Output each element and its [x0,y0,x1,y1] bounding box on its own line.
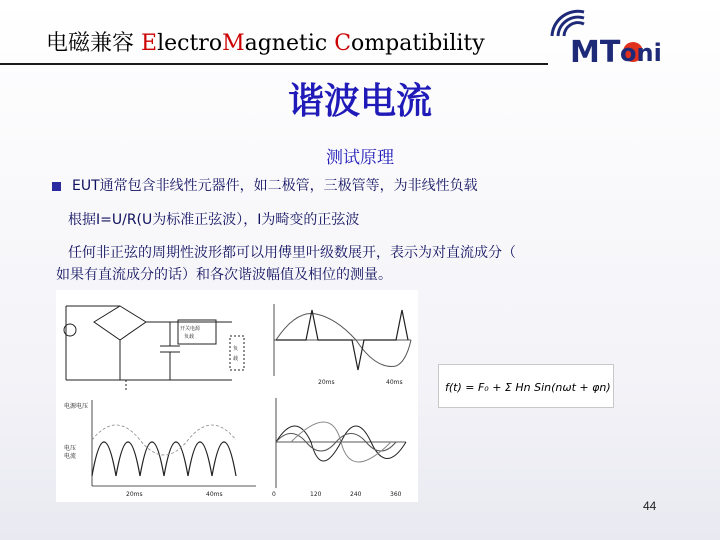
left-x2: 40ms [206,491,223,498]
logo-arc-3 [564,23,584,36]
header-e: E [141,31,158,56]
wave-bot-tick-0: 0 [272,491,276,498]
header-c-rest: ompatibility [351,31,485,56]
formula-text: f(t) = F₀ + Σ Hn Sin(nωt + φn) [445,381,611,394]
header-title [46,30,485,58]
header-rule [0,63,548,65]
header-m: M [222,31,245,56]
header-c: C [334,31,352,56]
load-label-1: 负 [233,346,239,352]
left-x1: 20ms [126,491,143,498]
mtoni-logo [544,6,674,72]
circuit-label-1: 开关电源 [180,326,201,332]
slide-subtitle: 测试原理 [326,148,394,168]
page-number: 44 [643,499,657,513]
logo-arc-2 [558,17,584,36]
header-m-rest: agnetic [244,31,335,56]
left-label-2a: 电压 [64,445,77,452]
bullet-line-2: 根据I=U/R(U为标准正弦波），I为畸变的正弦波 [68,212,360,228]
wave-bot-tick-3: 360 [390,491,402,498]
figure-background [56,290,418,502]
header-cn: 电磁兼容 [46,31,135,56]
logo-mt: MT [570,35,621,70]
harmonic-figure [56,290,418,502]
circuit-label-2: 负载 [184,334,195,340]
slide-title: 谐波电流 [287,81,432,122]
header-e-rest: lectro [157,31,223,56]
logo-oni: oni [620,39,662,67]
bullet-square-icon [52,182,61,191]
bullet-line-3: 任何非正弦的周期性波形都可以用傅里叶级数展开，表示为对直流成分（ [68,245,516,261]
wave-top-x2: 40ms [386,379,403,386]
wave-top-x1: 20ms [318,379,335,386]
left-label-1: 电源电压 [64,403,89,410]
fourier-formula [438,364,614,408]
load-label-2: 载 [233,356,239,362]
bullet-line-4: 如果有直流成分的话）和各次谐波幅值及相位的测量。 [56,267,392,283]
bullet-line-1: EUT通常包含非线性元器件，如二极管，三极管等，为非线性负载 [72,178,478,194]
wave-bot-tick-2: 240 [350,491,362,498]
wave-bot-tick-1: 120 [310,491,322,498]
left-label-2b: 电流 [64,453,77,460]
